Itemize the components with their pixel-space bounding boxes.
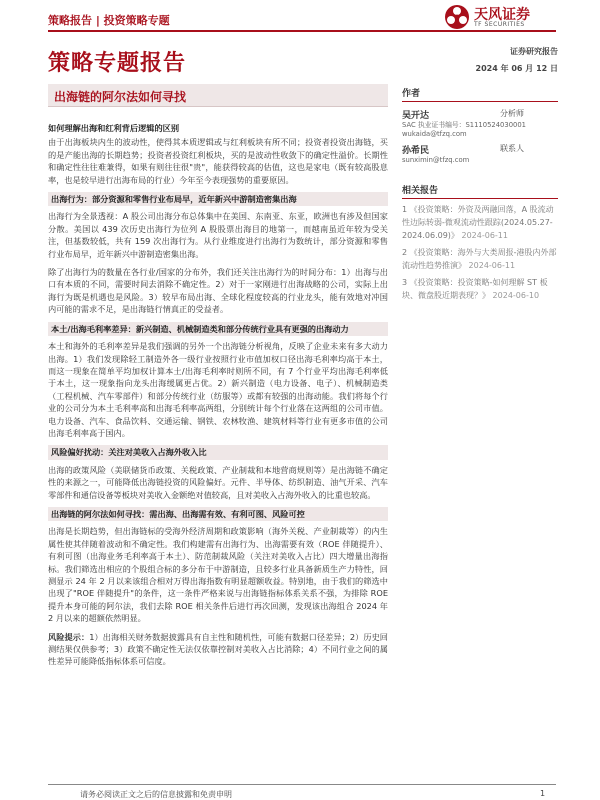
report-body	[48, 122, 388, 674]
risk-label: 风险提示：	[48, 631, 90, 642]
page-number: 1	[540, 789, 546, 798]
authors-heading: 作者	[402, 86, 558, 102]
related-report-date: 2024-06-11	[461, 231, 508, 240]
section-heading: 出海链的阿尔法如何寻找：需出海、出海需有效、有利可图、风险可控	[48, 507, 388, 521]
report-date: 2024 年 06 月 12 日	[475, 64, 558, 73]
section-paragraph: 除了出海行为的数量在各行业/国家的分布外，我们还关注出海行为的时间分布：1）出海与出口有本质的不同，需要时间去消除不确定性。2）对于一家刚进行出海战略的公司，实际上出海行为既是机遇也是风险。3）较早布局出海、全球化程度较高的行业龙头，能有效地对冲国内可能的需求不足，是出海链行情真正的受益者。	[48, 267, 388, 315]
related-report-title[interactable]: 1 《投资策略：外资及两融回落，A 股流动性边际转弱-微观流动性跟踪(2024.05.27-2024.06.09)》	[402, 205, 554, 240]
report-type: 证券研究报告	[510, 47, 558, 56]
header-divider	[48, 30, 556, 32]
page-subtitle: 出海链的阿尔法如何寻找	[54, 90, 187, 104]
logo-text: 天风证券	[474, 7, 530, 23]
section-paragraph: 出海的政策风险（美联储货币政策、关税政策、产业制裁和本地营商规则等）是出海链不确定性的来源之一，可能降低出海链投资的风险偏好。元件、半导体、纺织制造、油气开采、汽车零部件和通信设备等板块对美收入金额绝对值较高，且对美收入占海外收入的比重也较高。	[48, 464, 388, 500]
section-paragraph: 出海行为全景透视：A 股公司出海分布总体集中在美国、东南亚、东亚，欧洲也有涉及但国家分散。美国以 439 次历史出海行为位列 A 股股票出海目的地第一，而越南虽近年较为受关注，但基数较低，共有 159 次出海行为。从行业维度进行出海行为数统计，部分资源和零售行业布局早，近年新兴中游制造密集出海。	[48, 211, 388, 259]
section-paragraph: 出海是长期趋势，但出海链标的受海外经济周期和政策影响（海外关税、产业制裁等）的内生属性使其伴随着波动和不确定性。我们构建需有出海行为、出海需要有效（ROE 伴随提升）、有利可图（出海业务毛利率高于本土）、防范制裁风险（关注对美收入占比）四大增量出海指标。我们筛选出相应的个股组合标的多分布于中游制造，且较多行业具备新质生产力特性，回测显示 24 年 2 月以来该组合相对万得出海指数有明显超额收益。特别地，由于我们的筛选中出现了"ROE 伴随提升"的条件，这一条件严格来说与出海链指标体系关系不强，为排除 ROE 提升本身可能的阿尔法，我们去除 ROE 相关条件后进行再次回测，发现该出海组合 2024 年 2 月以来的超额依然明显。	[48, 526, 388, 624]
sidebar	[402, 46, 558, 302]
author-email[interactable]: wukaida@tfzq.com	[402, 130, 467, 138]
related-report-item[interactable]	[402, 246, 558, 272]
author-role: 联系人	[500, 144, 524, 153]
related-report-title[interactable]: 2 《投资策略：海外与大类周报-港股内外部流动性趋势推演》	[402, 248, 557, 270]
section-heading: 风险偏好扰动：关注对美收入占海外收入比	[48, 445, 388, 459]
section-heading: 出海行为：部分资源和零售行业布局早，近年新兴中游制造密集出海	[48, 192, 388, 206]
risk-text: 1）出海相关财务数据披露具有自主性和随机性，可能有数据口径差异；2）历史回测结果仅供参考；3）政策不确定性无法仅依靠控制对美收入占比消除；4）不同行业之间的属性差异可能降低指标体系可信度。	[48, 631, 388, 667]
author-email[interactable]: sunximin@tfzq.com	[402, 156, 470, 164]
company-logo	[444, 4, 556, 30]
section-paragraph: 本土和海外的毛利率差异是我们强调的另外一个出海链分析视角，反映了企业未来有多大动力出海。1）我们发现除轻工制造外各一级行业按照行业市值加权口径出海毛利率均高于本土，而这一现象在简单平均加权计算本土/出海毛利率时则所不同，有 7 个行业平均出海毛利率低于本土，这一现象指向龙头出海缓属更占优。2）新兴制造（电力设备、电子）、机械制造类（工程机械、汽车零部件）和部分传统行业（纺服等）或都有较强的出海动能。我们将每个行业的公司分为本土毛利率高和出海毛利率高两组，分别统计每个行业落在这两组的公司市值。电力设备、汽车、食品饮料、交通运输、钢铁、农林牧渔、建筑材料等行业有更多市值的公司出海毛利率高于国内。	[48, 341, 388, 438]
section-heading: 本土/出海毛利率差异：新兴制造、机械制造类和部分传统行业具有更强的出海动力	[48, 322, 388, 336]
related-report-item[interactable]	[402, 203, 558, 242]
author-license: SAC 执业证书编号：S1110524030001	[402, 121, 526, 129]
report-category: 策略报告 | 投资策略专题	[48, 14, 170, 27]
author-name: 孙希民	[402, 146, 430, 156]
author-role: 分析师	[500, 109, 524, 118]
section-heading: 如何理解出海和红利背后逻辑的区别	[48, 123, 180, 133]
author-row	[402, 143, 558, 156]
footer-divider	[48, 784, 556, 785]
logo-mark-icon	[444, 4, 470, 30]
related-report-title[interactable]: 3 《投资策略：投资策略-如何理解 ST 板块、微盘股近期表现？》	[402, 278, 548, 300]
footer-disclaimer: 请务必阅读正文之后的信息披露和免责申明	[80, 790, 232, 799]
related-report-date: 2024-06-11	[468, 261, 516, 270]
author-name: 吴开达	[402, 111, 430, 121]
section-paragraph: 由于出海板块内生的波动性，使得其本质逻辑或与红利板块有所不同；投资者投资出海链，买的是产能出海的长期趋势；投资者投资红利板块，买的是波动性收敛下的确定性溢价。长期性和确定性往往难兼得，如果有则往往很"贵"，能获得较高的估值，这也是家电（既有较高股息率，也是较早进行出海布局的行业）今年至今表现强势的重要原因。	[48, 137, 388, 185]
logo-subtext: TF SECURITIES	[474, 21, 525, 28]
related-reports-heading: 相关报告	[402, 183, 558, 199]
risk-paragraph	[48, 631, 388, 668]
page-title: 策略专题报告	[48, 51, 187, 76]
related-report-date: 2024-06-10	[492, 291, 540, 300]
author-row	[402, 108, 558, 121]
related-report-item[interactable]	[402, 276, 558, 302]
